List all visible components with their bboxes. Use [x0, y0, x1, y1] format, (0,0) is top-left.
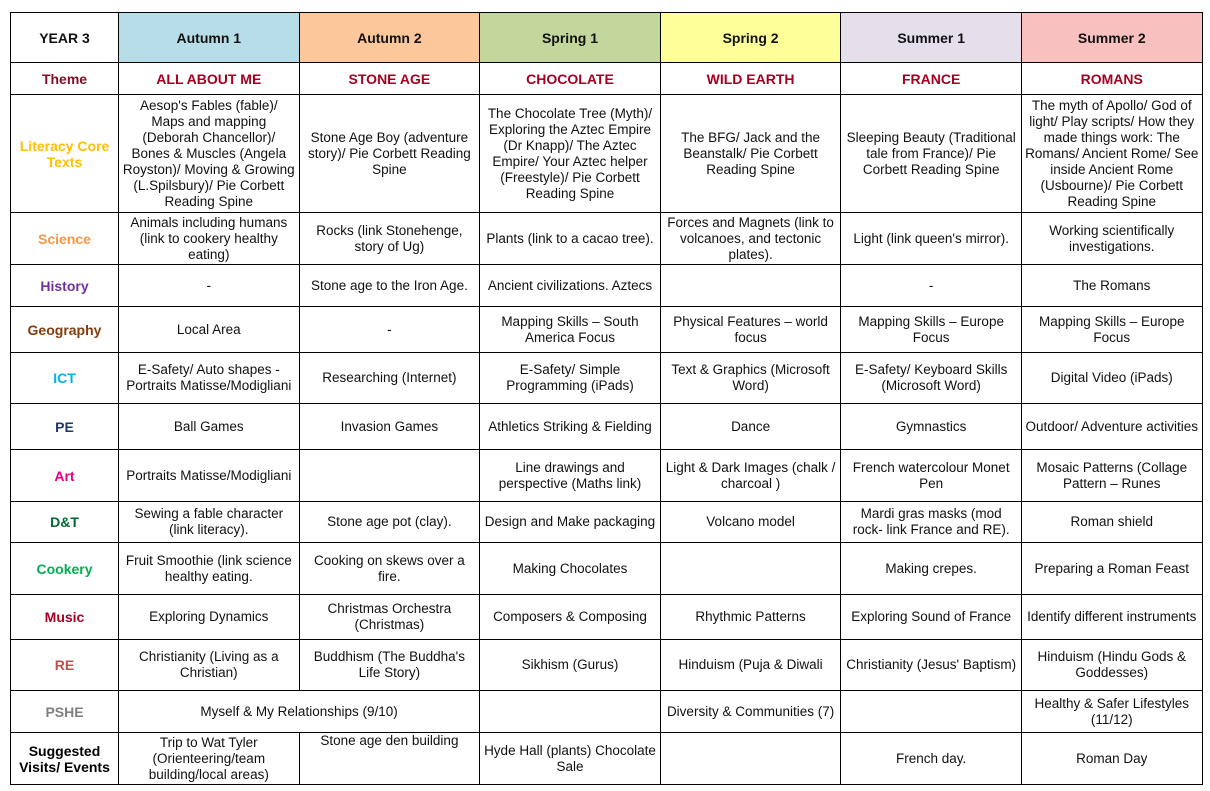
curriculum-table — [10, 12, 1203, 785]
music-subject-label: Music — [11, 595, 119, 640]
music-cell: Exploring Dynamics — [119, 595, 300, 640]
geography-cell: Local Area — [119, 307, 300, 353]
ict-cell: E-Safety/ Auto shapes - Portraits Matisse/Modigliani — [119, 353, 300, 404]
pe-cell: Outdoor/ Adventure activities — [1021, 404, 1202, 450]
pshe-cell: Myself & My Relationships (9/10) — [119, 691, 480, 733]
theme-cell: ROMANS — [1021, 63, 1202, 95]
pshe-subject-label: PSHE — [11, 691, 119, 733]
term-autumn-2: Autumn 2 — [299, 13, 480, 63]
art-cell: Light & Dark Images (chalk / charcoal ) — [660, 450, 841, 502]
art-cell: French watercolour Monet Pen — [841, 450, 1022, 502]
science-cell: Rocks (link Stonehenge, story of Ug) — [299, 213, 480, 265]
geography-row — [11, 307, 1203, 353]
music-cell: Identify different instruments — [1021, 595, 1202, 640]
visits-cell: Roman Day — [1021, 733, 1202, 785]
literacy-cell: Aesop's Fables (fable)/ Maps and mapping (Deborah Chancellor)/ Bones & Muscles (Angela Royston)/ Moving & Growing (L.Spilsbury)/ Pie Corbett Reading Spine — [119, 95, 300, 213]
pe-cell: Invasion Games — [299, 404, 480, 450]
dt-cell: Stone age pot (clay). — [299, 502, 480, 543]
geography-cell: Physical Features – world focus — [660, 307, 841, 353]
ict-cell: Digital Video (iPads) — [1021, 353, 1202, 404]
dt-row — [11, 502, 1203, 543]
pshe-cell: Diversity & Communities (7) — [660, 691, 841, 733]
ict-cell: E-Safety/ Keyboard Skills (Microsoft Word) — [841, 353, 1022, 404]
visits-row — [11, 733, 1203, 785]
cookery-cell — [660, 543, 841, 595]
science-cell: Working scientifically investigations. — [1021, 213, 1202, 265]
ict-row — [11, 353, 1203, 404]
art-cell: Line drawings and perspective (Maths link) — [480, 450, 661, 502]
cookery-cell: Making Chocolates — [480, 543, 661, 595]
pe-cell: Gymnastics — [841, 404, 1022, 450]
pshe-cell — [480, 691, 661, 733]
theme-cell: ALL ABOUT ME — [119, 63, 300, 95]
geography-subject-label: Geography — [11, 307, 119, 353]
music-cell: Rhythmic Patterns — [660, 595, 841, 640]
history-subject-label: History — [11, 265, 119, 307]
visits-subject-label: Suggested Visits/ Events — [11, 733, 119, 785]
theme-cell: STONE AGE — [299, 63, 480, 95]
art-row — [11, 450, 1203, 502]
literacy-subject-label: Literacy Core Texts — [11, 95, 119, 213]
music-cell: Composers & Composing — [480, 595, 661, 640]
term-spring-2: Spring 2 — [660, 13, 841, 63]
re-cell: Hinduism (Puja & Diwali — [660, 640, 841, 691]
header-row — [11, 13, 1203, 63]
history-cell: - — [119, 265, 300, 307]
literacy-cell: The BFG/ Jack and the Beanstalk/ Pie Corbett Reading Spine — [660, 95, 841, 213]
pe-cell: Athletics Striking & Fielding — [480, 404, 661, 450]
ict-cell: Text & Graphics (Microsoft Word) — [660, 353, 841, 404]
cookery-cell: Preparing a Roman Feast — [1021, 543, 1202, 595]
geography-cell: - — [299, 307, 480, 353]
pe-row — [11, 404, 1203, 450]
music-cell: Exploring Sound of France — [841, 595, 1022, 640]
music-cell: Christmas Orchestra (Christmas) — [299, 595, 480, 640]
history-row — [11, 265, 1203, 307]
dt-cell: Design and Make packaging — [480, 502, 661, 543]
history-cell: - — [841, 265, 1022, 307]
re-row — [11, 640, 1203, 691]
pe-subject-label: PE — [11, 404, 119, 450]
literacy-cell: Sleeping Beauty (Traditional tale from France)/ Pie Corbett Reading Spine — [841, 95, 1022, 213]
pshe-cell — [841, 691, 1022, 733]
geography-cell: Mapping Skills – Europe Focus — [841, 307, 1022, 353]
art-cell: Portraits Matisse/Modigliani — [119, 450, 300, 502]
term-summer-1: Summer 1 — [841, 13, 1022, 63]
visits-cell: French day. — [841, 733, 1022, 785]
re-subject-label: RE — [11, 640, 119, 691]
cookery-cell: Cooking on skews over a fire. — [299, 543, 480, 595]
science-cell: Forces and Magnets (link to volcanoes, and tectonic plates). — [660, 213, 841, 265]
theme-cell: FRANCE — [841, 63, 1022, 95]
music-row — [11, 595, 1203, 640]
theme-subject-label: Theme — [11, 63, 119, 95]
pe-cell: Dance — [660, 404, 841, 450]
visits-cell: Trip to Wat Tyler (Orienteering/team building/local areas) — [119, 733, 300, 785]
term-autumn-1: Autumn 1 — [119, 13, 300, 63]
history-cell: Stone age to the Iron Age. — [299, 265, 480, 307]
history-cell: The Romans — [1021, 265, 1202, 307]
year-label: YEAR 3 — [11, 13, 119, 63]
science-cell: Light (link queen's mirror). — [841, 213, 1022, 265]
visits-cell — [660, 733, 841, 785]
re-cell: Sikhism (Gurus) — [480, 640, 661, 691]
literacy-row — [11, 95, 1203, 213]
dt-cell: Sewing a fable character (link literacy). — [119, 502, 300, 543]
geography-cell: Mapping Skills – South America Focus — [480, 307, 661, 353]
literacy-cell: The myth of Apollo/ God of light/ Play scripts/ How they made things work: The Romans/ Ancient Rome/ See inside Ancient Rome (Usbourne)/ Pie Corbett Reading Spine — [1021, 95, 1202, 213]
science-row — [11, 213, 1203, 265]
ict-cell: Researching (Internet) — [299, 353, 480, 404]
science-cell: Plants (link to a cacao tree). — [480, 213, 661, 265]
re-cell: Christianity (Living as a Christian) — [119, 640, 300, 691]
art-cell — [299, 450, 480, 502]
ict-subject-label: ICT — [11, 353, 119, 404]
art-subject-label: Art — [11, 450, 119, 502]
dt-subject-label: D&T — [11, 502, 119, 543]
theme-row — [11, 63, 1203, 95]
pshe-row — [11, 691, 1203, 733]
cookery-subject-label: Cookery — [11, 543, 119, 595]
cookery-cell: Making crepes. — [841, 543, 1022, 595]
dt-cell: Volcano model — [660, 502, 841, 543]
visits-cell: Stone age den building — [299, 733, 480, 785]
term-spring-1: Spring 1 — [480, 13, 661, 63]
pe-cell: Ball Games — [119, 404, 300, 450]
art-cell: Mosaic Patterns (Collage Pattern – Runes — [1021, 450, 1202, 502]
ict-cell: E-Safety/ Simple Programming (iPads) — [480, 353, 661, 404]
re-cell: Buddhism (The Buddha's Life Story) — [299, 640, 480, 691]
dt-cell: Roman shield — [1021, 502, 1202, 543]
science-cell: Animals including humans (link to cookery healthy eating) — [119, 213, 300, 265]
term-summer-2: Summer 2 — [1021, 13, 1202, 63]
re-cell: Hinduism (Hindu Gods & Goddesses) — [1021, 640, 1202, 691]
cookery-row — [11, 543, 1203, 595]
science-subject-label: Science — [11, 213, 119, 265]
history-cell: Ancient civilizations. Aztecs — [480, 265, 661, 307]
re-cell: Christianity (Jesus' Baptism) — [841, 640, 1022, 691]
geography-cell: Mapping Skills – Europe Focus — [1021, 307, 1202, 353]
literacy-cell: The Chocolate Tree (Myth)/ Exploring the Aztec Empire (Dr Knapp)/ The Aztec Empire/ Your Aztec helper (Freestyle)/ Pie Corbett Reading Spine — [480, 95, 661, 213]
visits-cell: Hyde Hall (plants) Chocolate Sale — [480, 733, 661, 785]
pshe-cell: Healthy & Safer Lifestyles (11/12) — [1021, 691, 1202, 733]
cookery-cell: Fruit Smoothie (link science healthy eating. — [119, 543, 300, 595]
literacy-cell: Stone Age Boy (adventure story)/ Pie Corbett Reading Spine — [299, 95, 480, 213]
theme-cell: CHOCOLATE — [480, 63, 661, 95]
history-cell — [660, 265, 841, 307]
theme-cell: WILD EARTH — [660, 63, 841, 95]
dt-cell: Mardi gras masks (mod rock- link France and RE). — [841, 502, 1022, 543]
